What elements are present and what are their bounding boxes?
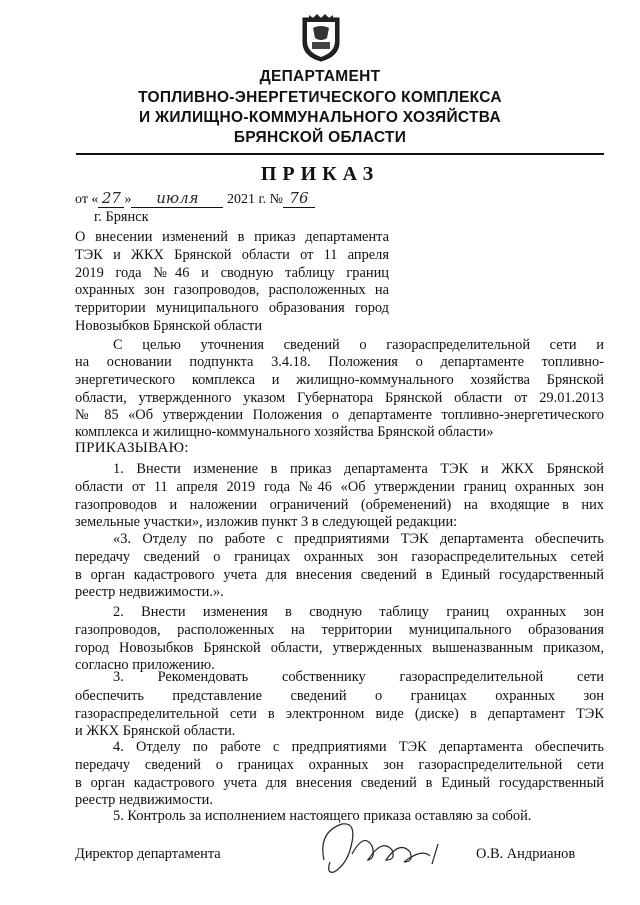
item-line: 4. Отделу по работе с предприятиями ТЭК департамента обеспечить bbox=[113, 739, 604, 755]
item-line: обеспечить представление сведений о границах охранных зон bbox=[75, 688, 604, 704]
item-line: 2. Внести изменения в сводную таблицу границ охранных зон bbox=[113, 604, 604, 620]
subject-line: 2019 года №46 и сводную таблицу границ bbox=[75, 264, 389, 281]
item-line: земельные участки», изложив пункт 3 в следующей редакции: bbox=[75, 514, 458, 530]
department-header-line3: И ЖИЛИЩНО-КОММУНАЛЬНОГО ХОЗЯЙСТВА bbox=[139, 109, 501, 126]
handwritten-signature bbox=[312, 812, 462, 892]
preamble-line: на основании подпункта 3.4.18. Положения о департаменте топливно- bbox=[75, 354, 604, 370]
quote-line: реестр недвижимости.». bbox=[75, 584, 224, 600]
order-city: г. Брянск bbox=[94, 209, 149, 225]
order-subject bbox=[75, 229, 389, 336]
item-line: и ЖКХ Брянской области. bbox=[75, 723, 236, 739]
item-line: город Новозыбков Брянской области, утвержденных вышеназванным приказом, bbox=[75, 640, 604, 656]
order-number: 76 bbox=[283, 189, 315, 208]
quote-line: в орган кадастрового учета для внесения сведений в Единый государственный bbox=[75, 567, 604, 583]
item-line: реестр недвижимости. bbox=[75, 792, 213, 808]
quote-line: «3. Отделу по работе с предприятиями ТЭК департамента обеспечить bbox=[113, 531, 604, 547]
order-date-line bbox=[75, 189, 475, 209]
preamble-line: комплекса и жилищно-коммунального хозяйства Брянской области» bbox=[75, 424, 494, 440]
subject-line: охранных зон газопроводов, расположенных на bbox=[75, 282, 389, 299]
department-header-line2: ТОПЛИВНО-ЭНЕРГЕТИЧЕСКОГО КОМПЛЕКСА bbox=[138, 89, 502, 106]
item-line: передачу сведений о границах охранных зон газораспределительной сети bbox=[75, 757, 604, 773]
quote-line: передачу сведений о границах охранных зон газораспределительных сетей bbox=[75, 549, 604, 565]
date-prefix: от « bbox=[75, 192, 99, 207]
subject-line: ТЭК и ЖКХ Брянской области от 11 апреля bbox=[75, 246, 389, 263]
item-line: 3. Рекомендовать собственнику газораспределительной сети bbox=[113, 669, 604, 685]
item-line: газопроводов, расположенных на территории муниципального образования bbox=[75, 622, 604, 638]
preamble-line: № 85 «Об утверждении Положения о департаменте топливно-энергетического bbox=[75, 407, 604, 423]
item-line: в орган кадастрового учета для внесения сведений в Единый государственный bbox=[75, 775, 604, 791]
signatory-title: Директор департамента bbox=[75, 846, 221, 862]
header-divider bbox=[76, 153, 604, 155]
order-item-5: 5. Контроль за исполнением настоящего приказа оставляю за собой. bbox=[113, 808, 532, 824]
order-month: июля bbox=[131, 189, 223, 208]
order-title: ПРИКАЗ bbox=[260, 163, 380, 185]
item-line: 1. Внести изменение в приказ департамента ТЭК и ЖКХ Брянской bbox=[113, 461, 604, 477]
date-quote-close: » bbox=[124, 192, 132, 207]
order-number-label: № bbox=[269, 192, 283, 207]
item-line: газораспределительной сети в электронном виде (диске) в департамент ТЭК bbox=[75, 706, 604, 722]
order-year: 2021 г. bbox=[226, 192, 267, 207]
coat-of-arms-icon bbox=[299, 12, 343, 62]
decree-word: ПРИКАЗЫВАЮ: bbox=[75, 440, 189, 456]
preamble-line: области, утвержденного указом Губернатора Брянской области от 29.01.2013 bbox=[75, 390, 604, 406]
department-header-line1: ДЕПАРТАМЕНТ bbox=[259, 68, 381, 85]
preamble-line: энергетического комплекса и жилищно-коммунального хозяйства Брянской bbox=[75, 372, 604, 388]
item-line: области от 11 апреля 2019 года №46 «Об утверждении границ охранных зон bbox=[75, 479, 604, 495]
item-line: газопроводов и наложении ограничений (обременений) на входящие в них bbox=[75, 497, 604, 513]
preamble-line: С целью уточнения сведений о газораспределительной сети и bbox=[113, 337, 604, 353]
item-line: согласно приложению. bbox=[75, 657, 215, 673]
subject-line: Новозыбков Брянской области bbox=[75, 317, 263, 334]
order-day: 27 bbox=[98, 189, 124, 208]
signatory-name: О.В. Андрианов bbox=[476, 846, 576, 862]
department-header-line4: БРЯНСКОЙ ОБЛАСТИ bbox=[233, 129, 407, 146]
subject-line: О внесении изменений в приказ департамента bbox=[75, 229, 389, 245]
subject-line: территории муниципального образования город bbox=[75, 300, 389, 317]
